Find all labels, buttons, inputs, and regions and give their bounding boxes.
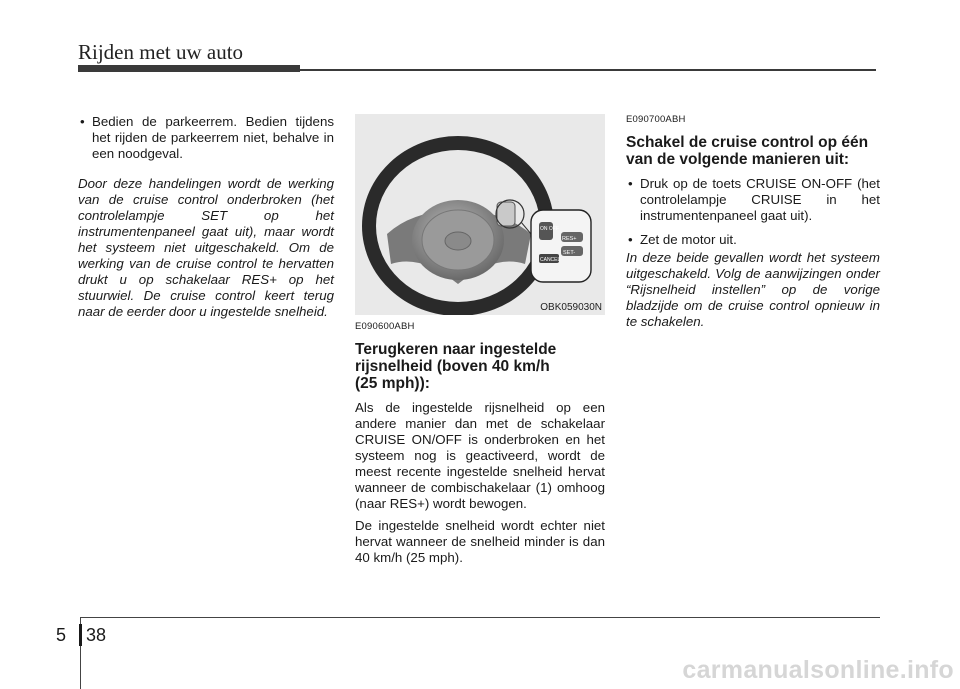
column-left	[78, 114, 334, 320]
note-text: Door deze handelingen wordt de werking van de cruise control onderbroken (het controlelampje SET op het instrumentenpaneel gaat uit), maar wordt het systeem niet uitgeschakeld. Om de werking van de cruise control te hervatten drukt u op schakelaar RES+ op het stuurwiel. De cruise control keert terug naar de eerder door u ingestelde snelheid.	[78, 176, 334, 319]
list-item	[626, 176, 880, 224]
page-number: 38	[86, 625, 107, 645]
column-middle	[355, 319, 605, 572]
section-code: E090600ABH	[355, 321, 415, 332]
section-code: E090700ABH	[626, 114, 686, 125]
note-text: In deze beide gevallen wordt het systeem uitgeschakeld. Volg de aanwijzingen onder “Rijsnelheid instellen” op de vorige bladzijde om de cruise control opnieuw in te schakelen.	[626, 250, 880, 329]
page-header-title: Rijden met uw auto	[78, 40, 244, 64]
body-paragraph: De ingestelde snelheid wordt echter niet hervat wanneer de snelheid minder is dan 40 km/h (25 mph).	[355, 518, 605, 565]
set-switch-label: SET-	[563, 250, 576, 256]
column-right	[626, 112, 880, 330]
watermark: carmanualsonline.info	[682, 656, 954, 684]
chapter-number: 5	[56, 625, 67, 645]
heading-line: (25 mph)):	[355, 375, 430, 392]
bullet-icon: •	[628, 232, 633, 247]
heading-line: van de volgende manieren uit:	[626, 151, 850, 168]
onoff-button-label: ON OFF	[540, 226, 559, 232]
section-heading	[355, 341, 605, 392]
body-paragraph: Als de ingestelde rijsnelheid op een andere manier dan met de schakelaar CRUISE ON/OFF is onderbroken en het systeem nog is geactiveerd, wordt de meest recente ingestelde snelheid hervat wanneer de combischakelaar (1) omhoog (naar RES+) wordt bewogen.	[355, 400, 605, 511]
bullet-icon: •	[628, 176, 633, 191]
heading-line: Schakel de cruise control op één	[626, 134, 869, 151]
section-heading	[626, 134, 880, 168]
heading-line: rijsnelheid (boven 40 km/h	[355, 358, 550, 375]
bullet-text: Zet de motor uit.	[640, 232, 737, 247]
footer-rule	[80, 617, 880, 618]
res-switch-label: RES+	[562, 236, 577, 242]
list-item	[626, 232, 880, 248]
page-number-separator	[79, 624, 82, 646]
header-bar	[78, 65, 300, 72]
figure-caption: OBK059030N	[540, 302, 602, 313]
heading-line: Terugkeren naar ingestelde	[355, 341, 557, 358]
bullet-text: Druk op de toets CRUISE ON-OFF (het controlelampje CRUISE in het instrumentenpaneel gaat uit).	[640, 176, 880, 223]
bullet-icon: •	[80, 114, 85, 129]
steering-wheel-figure	[355, 114, 605, 315]
cancel-button-label: CANCEL	[540, 257, 561, 263]
header-rule	[300, 69, 876, 71]
list-item	[78, 114, 334, 162]
bullet-text: Bedien de parkeerrem. Bedien tijdens het rijden de parkeerrem niet, behalve in een noodgeval.	[92, 114, 334, 161]
steering-wheel-illustration	[355, 114, 605, 315]
